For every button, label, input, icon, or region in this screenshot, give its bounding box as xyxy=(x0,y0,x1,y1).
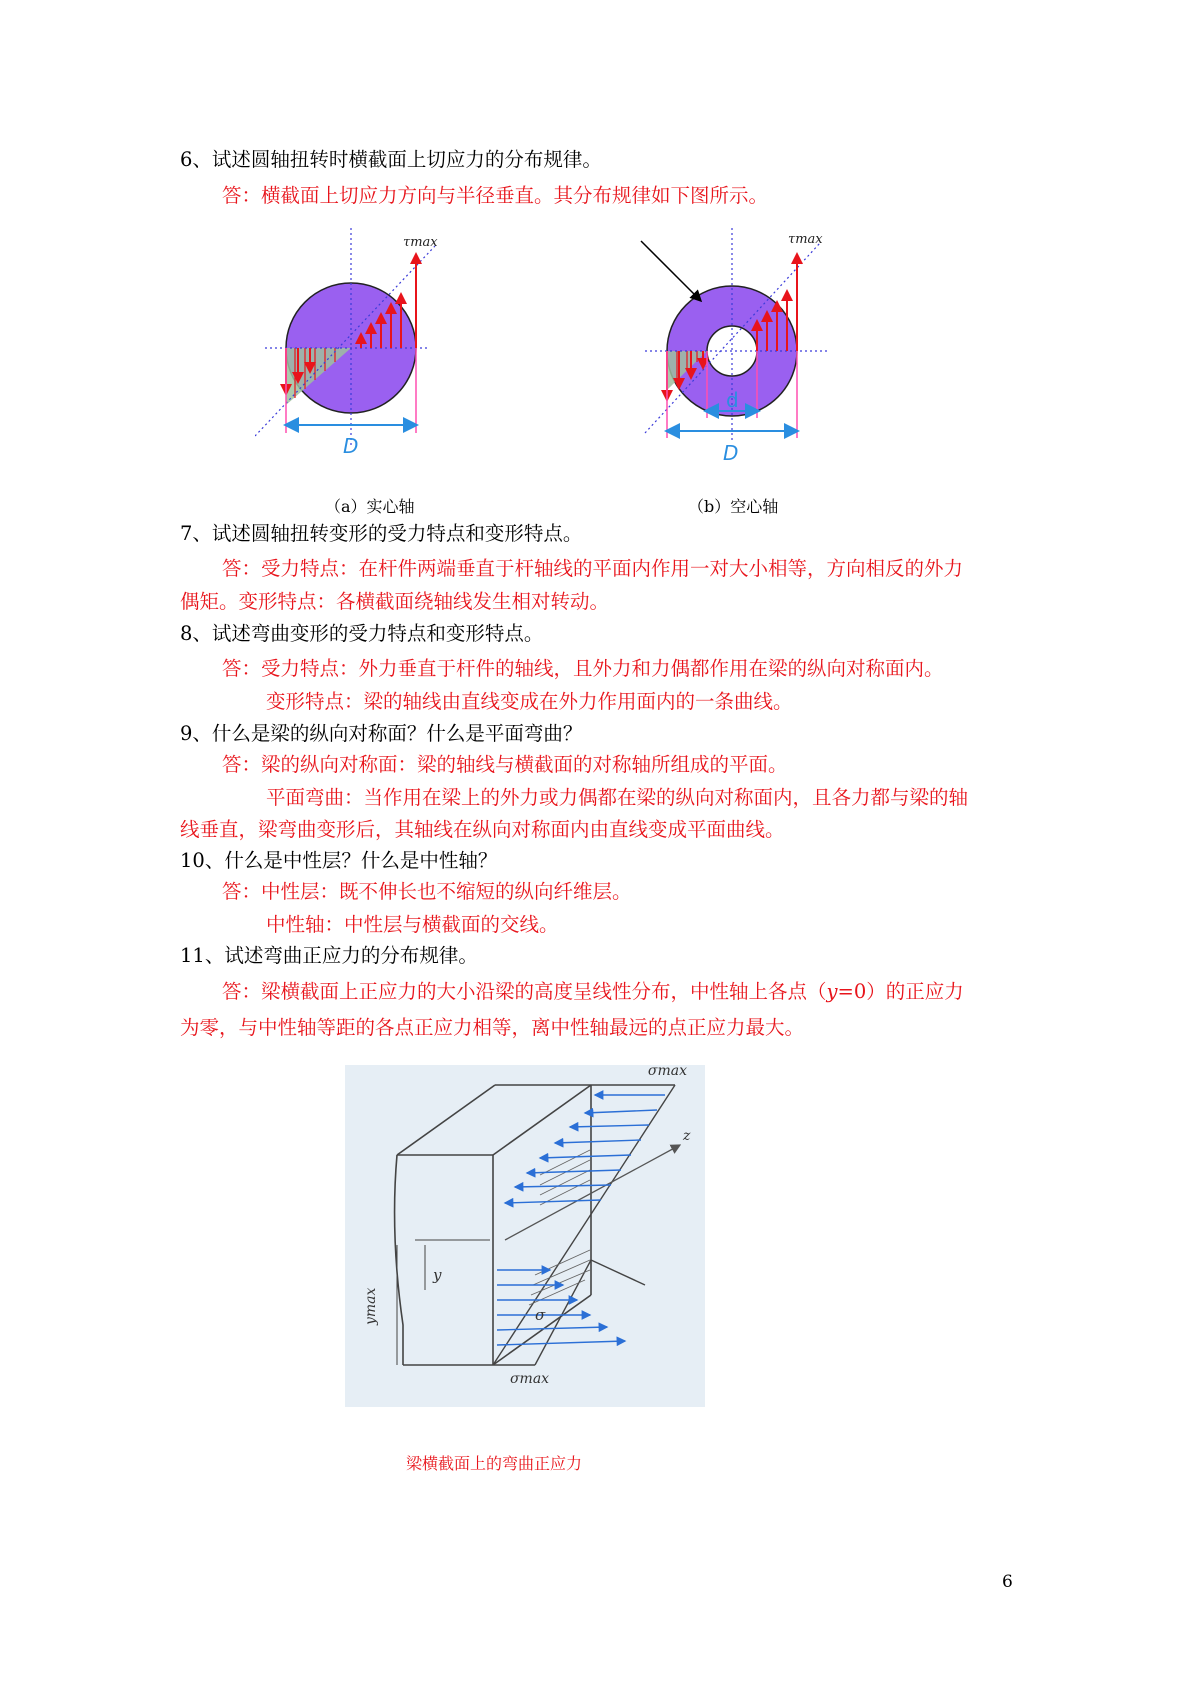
q9-answer-line2: 平面弯曲：当作用在梁上的外力或力偶都在梁的纵向对称面内，且各力都与梁的轴 xyxy=(266,786,969,809)
q7-answer-line1: 答：受力特点：在杆件两端垂直于杆轴线的平面内作用一对大小相等，方向相反的外力 xyxy=(222,557,964,580)
z-axis-label: z xyxy=(683,1128,691,1144)
q9-answer-line1: 答：梁的纵向对称面：梁的轴线与横截面的对称轴所组成的平面。 xyxy=(222,753,788,776)
q11-answer-part-b: =0）的正应力 xyxy=(837,980,964,1003)
q7-answer-line2: 偶矩。变形特点：各横截面绕轴线发生相对转动。 xyxy=(180,590,610,613)
sigma-label: σ xyxy=(535,1306,546,1324)
q10-answer-line2: 中性轴：中性层与横截面的交线。 xyxy=(266,913,559,936)
q10-answer-line1: 答：中性层：既不伸长也不缩短的纵向纤维层。 xyxy=(222,880,632,903)
q11-question: 11、试述弯曲正应力的分布规律。 xyxy=(180,944,478,967)
q11-answer-line2: 为零，与中性轴等距的各点正应力相等，离中性轴最远的点正应力最大。 xyxy=(180,1016,805,1039)
caption-solid-shaft: （a）实心轴 xyxy=(325,497,415,516)
tau-max-label-b: τmax xyxy=(788,232,823,247)
tau-max-label-a: τmax xyxy=(403,235,438,250)
y-label: y xyxy=(433,1266,442,1284)
caption-hollow-shaft: （b）空心轴 xyxy=(688,497,779,516)
bending-figure-caption: 梁横截面上的弯曲正应力 xyxy=(406,1454,583,1473)
page-number: 6 xyxy=(1002,1572,1013,1592)
D-label-a: D xyxy=(343,434,359,458)
bending-stress-figure xyxy=(345,1065,705,1407)
sigma-max-bottom-label: σmax xyxy=(510,1371,550,1387)
q8-question: 8、试述弯曲变形的受力特点和变形特点。 xyxy=(180,622,544,645)
q8-answer-line1: 答：受力特点：外力垂直于杆件的轴线，且外力和力偶都作用在梁的纵向对称面内。 xyxy=(222,657,944,680)
q11-answer-part-a: 答：梁横截面上正应力的大小沿梁的高度呈线性分布，中性轴上各点（ xyxy=(222,980,827,1003)
q11-answer-line1 xyxy=(222,980,964,1004)
D-label-b: D xyxy=(723,441,739,465)
q8-answer-line2: 变形特点：梁的轴线由直线变成在外力作用面内的一条曲线。 xyxy=(266,690,793,713)
q11-answer-var-y: y xyxy=(826,980,838,1003)
d-label-b: d xyxy=(726,388,739,412)
q7-question: 7、试述圆轴扭转变形的受力特点和变形特点。 xyxy=(180,522,583,545)
q6-question: 6、试述圆轴扭转时横截面上切应力的分布规律。 xyxy=(180,148,602,171)
q9-question: 9、什么是梁的纵向对称面？什么是平面弯曲？ xyxy=(180,722,583,745)
q6-answer: 答：横截面上切应力方向与半径垂直。其分布规律如下图所示。 xyxy=(222,184,769,207)
ymax-label: ymax xyxy=(363,1287,379,1325)
solid-shaft-figure xyxy=(255,228,475,474)
hollow-shaft-figure xyxy=(605,228,845,484)
q10-question: 10、什么是中性层？什么是中性轴？ xyxy=(180,849,498,872)
sigma-max-top-label: σmax xyxy=(647,1065,687,1079)
q9-answer-line3: 线垂直，梁弯曲变形后，其轴线在纵向对称面内由直线变成平面曲线。 xyxy=(180,818,785,841)
